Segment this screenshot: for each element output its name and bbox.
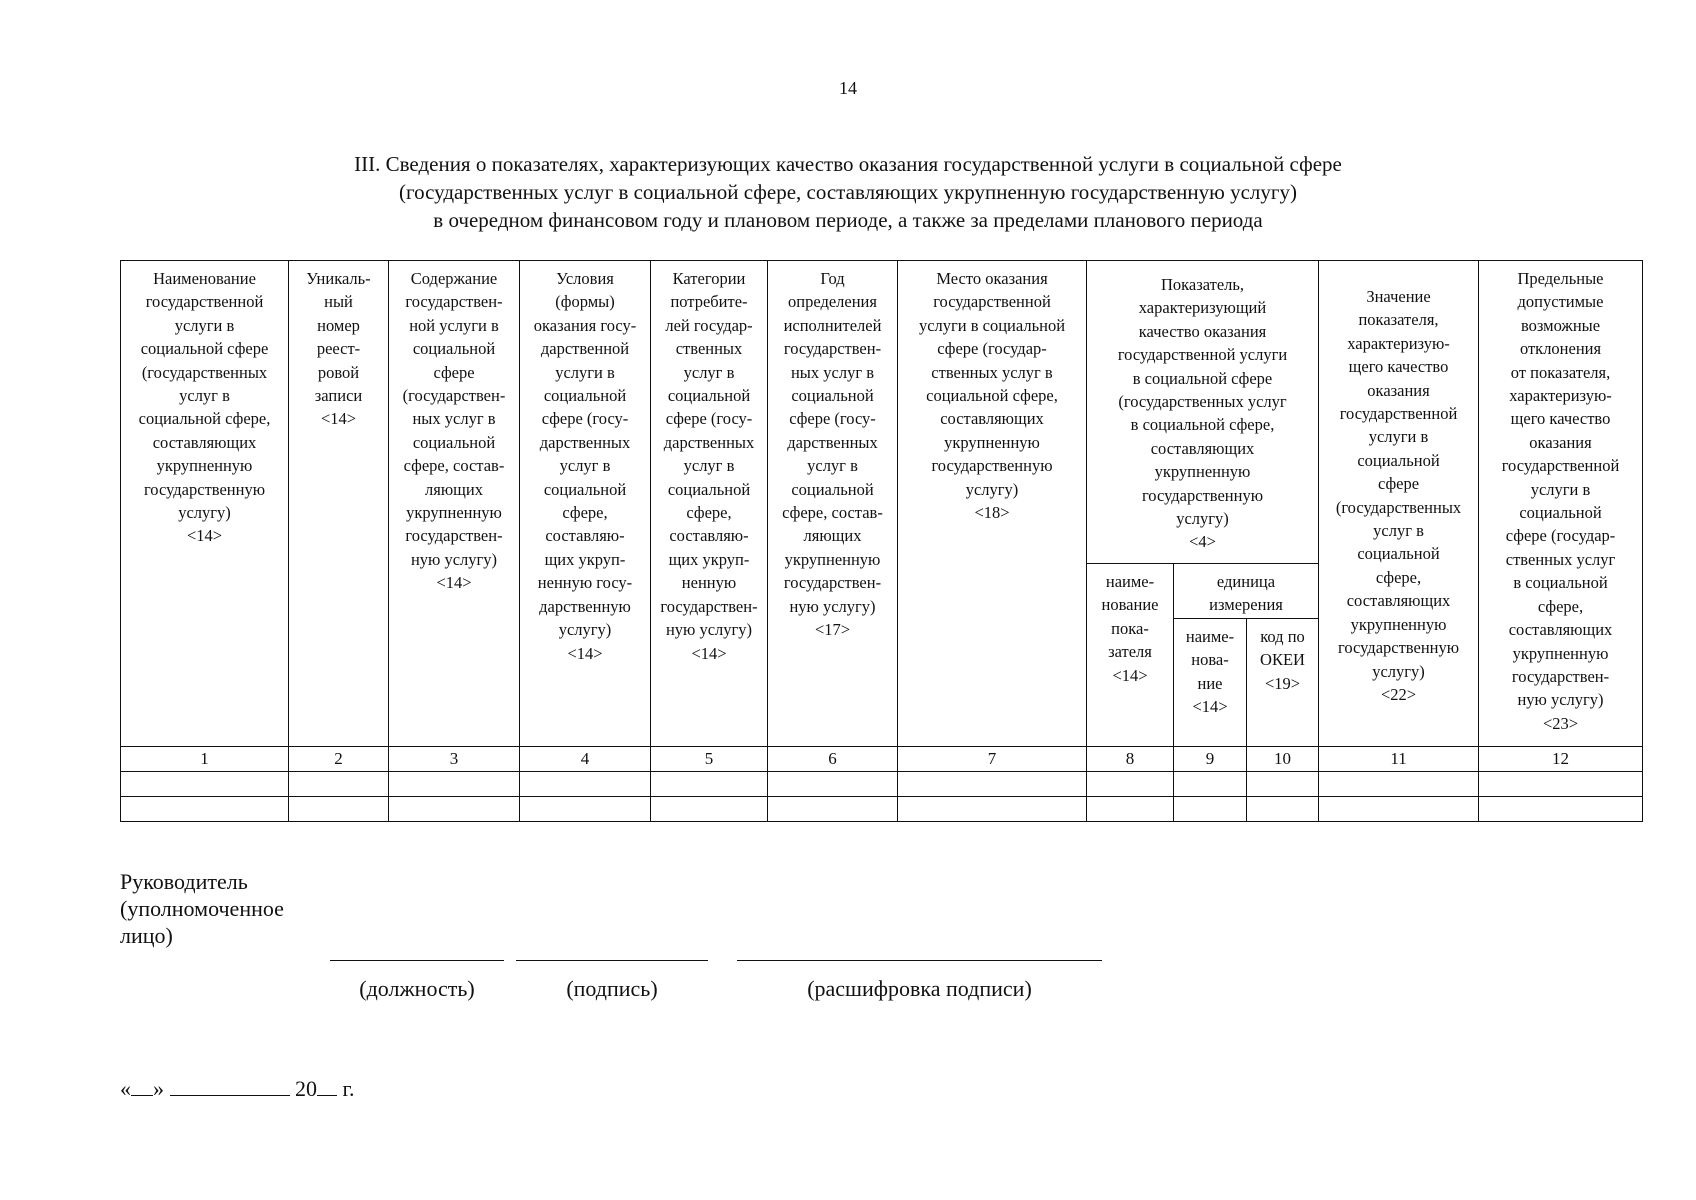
page-number: 14	[839, 78, 857, 98]
table-cell	[898, 797, 1087, 822]
table-cell	[651, 797, 768, 822]
section-title-line-3: в очередном финансовом году и плановом периоде, а также за пределами планового периода	[433, 208, 1263, 232]
table-cell	[1174, 797, 1247, 822]
position-line	[330, 960, 504, 961]
date-close-quote: »	[153, 1076, 164, 1101]
header-indicator-group: Показатель, характеризующий качество оказания государственной услуги в социальной сфере (государственных услуг в социальной сфере, составляющих укрупненную государственную услугу) <4>	[1087, 261, 1319, 564]
table-cell	[289, 797, 389, 822]
table-cell	[768, 772, 898, 797]
table-cell	[1247, 772, 1319, 797]
table-cell	[1247, 797, 1319, 822]
table-cell	[768, 797, 898, 822]
table-cell	[898, 772, 1087, 797]
column-number: 12	[1479, 747, 1643, 772]
signature-decode-line	[737, 960, 1102, 961]
header-service-name: Наименование государственной услуги в социальной сфере (государственных услуг в социальной сфере, составляющих укрупненную государственную услугу) <14>	[121, 261, 289, 747]
table-cell	[520, 797, 651, 822]
header-executor-year: Год определения исполнителей государствен- ных услуг в социальной сфере (госу- дарственных услуг в социальной сфере, состав- ляющих укрупненную государствен- ную услугу) <17>	[768, 261, 898, 747]
header-indicator-name: наиме- нование пока- зателя <14>	[1087, 564, 1174, 747]
column-number: 3	[389, 747, 520, 772]
signature-caption: (подпись)	[566, 976, 658, 1001]
table-cell	[389, 772, 520, 797]
section-title-line-1: III. Сведения о показателях, характеризующих качество оказания государственной услуги в социальной сфере	[354, 152, 1342, 176]
header-registry-number: Уникаль- ный номер реест- ровой записи <14>	[289, 261, 389, 747]
column-number: 10	[1247, 747, 1319, 772]
header-service-place: Место оказания государственной услуги в социальной сфере (государ- ственных услуг в социальной сфере, составляющих укрупненную государственную услугу) <18>	[898, 261, 1087, 747]
day-blank	[131, 1077, 153, 1096]
column-number: 6	[768, 747, 898, 772]
header-service-conditions: Условия (формы) оказания госу- дарственной услуги в социальной сфере (госу- дарственных услуг в социальной сфере, составляю- щих укруп- ненную госу- дарственную услугу) <14>	[520, 261, 651, 747]
header-indicator-value: Значение показателя, характеризую- щего качество оказания государственной услуги в социальной сфере (государственных услуг в социальной сфере, составляющих укрупненную государственную услугу) <22>	[1319, 261, 1479, 747]
table-cell	[1479, 797, 1643, 822]
column-number: 1	[121, 747, 289, 772]
section-title-line-2: (государственных услуг в социальной сфере, составляющих укрупненную государственную услугу)	[399, 180, 1297, 204]
table-cell	[121, 772, 289, 797]
header-unit-group: единица измерения	[1174, 564, 1319, 619]
date-open-quote: «	[120, 1076, 131, 1101]
column-number: 2	[289, 747, 389, 772]
table-cell	[1319, 772, 1479, 797]
table-cell	[1319, 797, 1479, 822]
header-okei-code: код по ОКЕИ <19>	[1247, 619, 1319, 747]
year-blank	[317, 1077, 337, 1096]
month-blank	[170, 1077, 290, 1096]
column-number: 4	[520, 747, 651, 772]
signature-label: Руководитель (уполномоченное лицо)	[120, 869, 284, 948]
table-cell	[289, 772, 389, 797]
table-cell	[1087, 797, 1174, 822]
section-title	[200, 150, 1496, 234]
quality-indicators-table	[120, 260, 1643, 822]
header-service-content: Содержание государствен- ной услуги в социальной сфере (государствен- ных услуг в социальной сфере, состав- ляющих укрупненную государствен- ную услугу) <14>	[389, 261, 520, 747]
column-number: 8	[1087, 747, 1174, 772]
year-suffix: г.	[342, 1076, 355, 1101]
table-cell	[651, 772, 768, 797]
date-line	[120, 1076, 355, 1102]
signature-line	[516, 960, 708, 961]
table-cell	[1087, 772, 1174, 797]
table-cell	[520, 772, 651, 797]
header-unit-name: наиме- нова- ние <14>	[1174, 619, 1247, 747]
position-caption: (должность)	[359, 976, 475, 1001]
column-number: 9	[1174, 747, 1247, 772]
signature-decode-caption: (расшифровка подписи)	[807, 976, 1032, 1001]
header-consumer-categories: Категории потребите- лей государ- ственных услуг в социальной сфере (госу- дарственных услуг в социальной сфере, составляю- щих укруп- ненную государствен- ную услугу) <14>	[651, 261, 768, 747]
table-cell	[1174, 772, 1247, 797]
table-cell	[389, 797, 520, 822]
year-prefix: 20	[295, 1076, 317, 1101]
column-number: 7	[898, 747, 1087, 772]
table-row	[121, 772, 1643, 797]
table-cell	[121, 797, 289, 822]
table-row	[121, 797, 1643, 822]
header-allowed-deviations: Предельные допустимые возможные отклонения от показателя, характеризую- щего качество оказания государственной услуги в социальной сфере (государ- ственных услуг в социальной сфере, составляющих укрупненную государствен- ную услугу) <23>	[1479, 261, 1643, 747]
table-cell	[1479, 772, 1643, 797]
column-numbers-row	[121, 747, 1643, 772]
column-number: 5	[651, 747, 768, 772]
column-number: 11	[1319, 747, 1479, 772]
